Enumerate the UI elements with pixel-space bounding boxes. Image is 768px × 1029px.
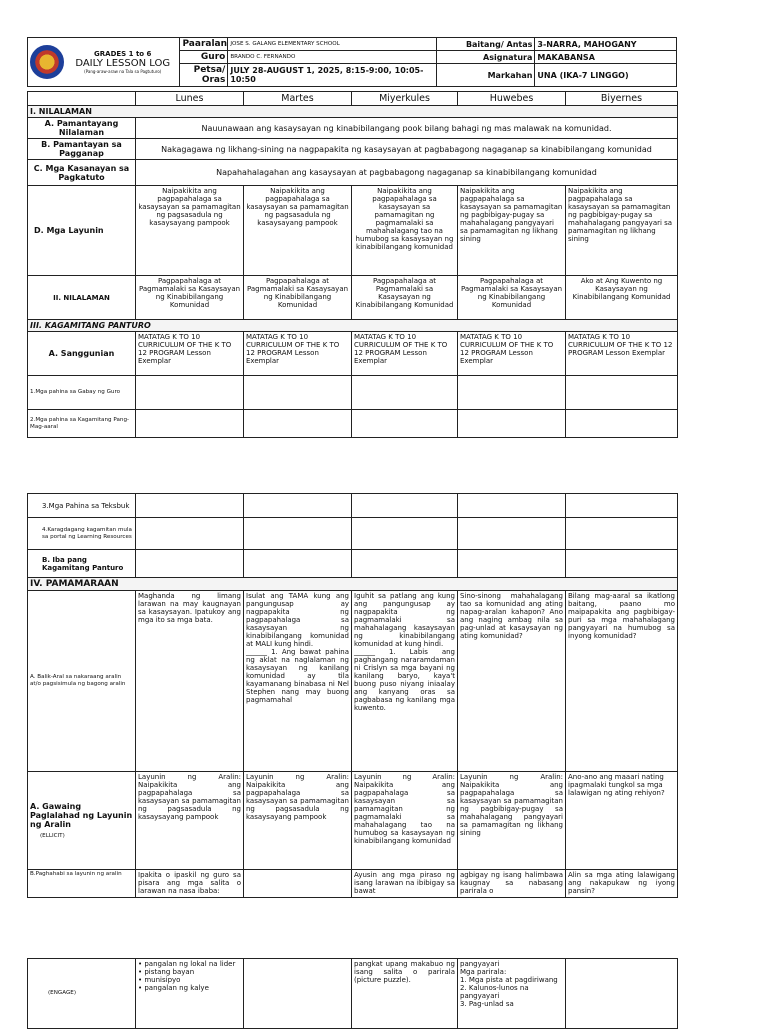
gabay-guro-label: 1.Mga pahina sa Gabay ng Guro — [28, 376, 136, 410]
markahan-value: UNA (IKA-7 LINGGO) — [535, 64, 677, 87]
layunin-cell: Naipakikita ang pagpapahalaga sa kasaysayan sa pamamagitan ng pagsasadula ng kasaysayang pampook — [244, 186, 352, 276]
kagamitang-mag-aaral-label: 2.Mga pahina sa Kagamitang Pang-Mag-aaral — [28, 410, 136, 438]
paaralan-value: JOSE S. GALANG ELEMENTARY SCHOOL — [228, 38, 437, 51]
baitang-label: Baitang/ Antas — [437, 38, 535, 51]
nilalaman-ii-label: II. NILALAMAN — [28, 276, 136, 320]
petsa-label: Petsa/ Oras — [180, 64, 228, 87]
learning-resources-label: 4.Karagdagang kagamitan mula sa portal ng Learning Resources — [28, 518, 136, 550]
lesson-table-part1 — [27, 91, 678, 438]
section-kagamitang-title: III. KAGAMITANG PANTURO — [28, 320, 678, 332]
baitang-value: 3-NARRA, MAHOGANY — [535, 38, 677, 51]
section-nilalaman-title: I. NILALAMAN — [28, 106, 678, 118]
markahan-label: Markahan — [437, 64, 535, 87]
paghahabi-cell: Alin sa mga ating lalawigang ang nakapukaw ng iyong pansin? — [566, 870, 678, 898]
teksbuk-label: 3.Mga Pahina sa Teksbuk — [28, 494, 136, 518]
nilalaman-cell: Pagpapahalaga at Pagmamalaki sa Kasaysayan ng Kinabibilangang Komunidad — [458, 276, 566, 320]
blank-corner — [28, 92, 136, 106]
balik-aral-cell: Sino-sinong mahahalagang tao sa komunidad ang ating napag-aralan kahapon? Ano ang naging ambag nila sa pag-unlad at kasaysayan ng ating komunidad? — [458, 591, 566, 772]
layunin-cell: Naipakikita ang pagpapahalaga sa kasaysayan sa pamamagitan ng pagbibigay-pugay sa mahahalagang pangyayari sa pamamagitan ng likhang sining — [458, 186, 566, 276]
grades-label: GRADES 1 to 6 — [94, 50, 152, 58]
dll-subtitle: (Pang-araw-araw na Tala sa Pagtuturo) — [84, 69, 162, 74]
iba-pang-kagamitan-label: B. Iba pang Kagamitang Panturo — [28, 550, 136, 578]
paghahabi-cell: agbigay ng isang halimbawa kaugnay sa nabasang parirala o — [458, 870, 566, 898]
guro-label: Guro — [180, 51, 228, 64]
paghahabi-label: B.Paghahabi sa layunin ng aralin — [28, 870, 136, 898]
engage-cell — [566, 959, 678, 1029]
paghahabi-cell: Ayusin ang mga piraso ng isang larawan na ibibigay sa bawat — [352, 870, 458, 898]
engage-label: (ENGAGE) — [28, 959, 136, 1029]
day-header-lunes: Lunes — [136, 92, 244, 106]
layunin-aralin-cell: Layunin ng Aralin: Naipakikita ang pagpapahalaga sa kasaysayan sa pamamagitan ng pagbibigay-pugay sa mahahalagang pangyayari sa pamamagitan ng likhang sining — [458, 772, 566, 870]
balik-aral-label: A. Balik-Aral sa nakaraang aralin at/o pagsisimula ng bagong aralin — [28, 591, 136, 772]
sanggunian-label: A. Sanggunian — [28, 332, 136, 376]
sanggunian-cell: MATATAG K TO 10 CURRICULUM OF THE K TO 12 PROGRAM Lesson Exemplar — [566, 332, 678, 376]
day-header-martes: Martes — [244, 92, 352, 106]
sanggunian-cell: MATATAG K TO 10 CURRICULUM OF THE K TO 12 PROGRAM Lesson Exemplar — [352, 332, 458, 376]
header-logo-cell — [28, 38, 180, 87]
lesson-table-part2 — [27, 493, 678, 898]
layunin-cell: Naipakikita ang pagpapahalaga sa kasaysayan sa pamamagitan ng pagbibigay-pugay sa mahahalagang pangyayari sa pamamagitan ng likhang sining — [566, 186, 678, 276]
mga-layunin-label: D. Mga Layunin — [28, 186, 136, 276]
dll-title: DAILY LESSON LOG — [75, 58, 171, 69]
layunin-aralin-cell: Layunin ng Aralin: Naipakikita ang pagpapahalaga sa kasaysayan sa pamamagitan ng pagmamalaki sa mahahalagang tao na humubog sa kasaysayan ng kinabibilangang komunidad — [352, 772, 458, 870]
balik-aral-cell: Bilang mag-aaral sa ikatlong baitang, paano mo maipapakita ang pagbibigay-puri sa mga mahahalagang pangyayari na humubog sa inyong komunidad? — [566, 591, 678, 772]
balik-aral-cell: Maghanda ng limang larawan na may kaugnayan sa kasaysayan. Ipatukoy ang mga ito sa mga bata. — [136, 591, 244, 772]
lesson-table-part3 — [27, 958, 678, 1029]
layunin-aralin-cell: Layunin ng Aralin: Naipakikita ang pagpapahalaga sa kasaysayan sa pamamagitan ng pagsasadula ng kasaysayang pampook — [244, 772, 352, 870]
day-header-miyerkules: Miyerkules — [352, 92, 458, 106]
asignatura-value: MAKABANSA — [535, 51, 677, 64]
sanggunian-cell: MATATAG K TO 10 CURRICULUM OF THE K TO 12 PROGRAM Lesson Exemplar — [458, 332, 566, 376]
nilalaman-cell: Pagpapahalaga at Pagmamalaki sa Kasaysayan ng Kinabibilangang Komunidad — [244, 276, 352, 320]
guro-value: BRANDO C. FERNANDO — [228, 51, 437, 64]
nilalaman-cell: Ako at Ang Kuwento ng Kasaysayan ng Kinabibilangang Komunidad — [566, 276, 678, 320]
pamantayan-pagganap-text: Nakagagawa ng likhang-sining na nagpapakita ng kasaysayan at pagbabagong nagaganap sa kinabibilangang komunidad — [136, 139, 678, 160]
pamantayang-nilalaman-label: A. Pamantayang Nilalaman — [28, 118, 136, 139]
paghahabi-cell — [244, 870, 352, 898]
day-header-biyernes: Biyernes — [566, 92, 678, 106]
engage-cell: pangkat upang makabuo ng isang salita o parirala (picture puzzle). — [352, 959, 458, 1029]
pamantayang-nilalaman-text: Nauunawaan ang kasaysayan ng kinabibilangang pook bilang bahagi ng mas malawak na komunidad. — [136, 118, 678, 139]
engage-cell: pangyayari Mga parirala: 1. Mga pista at pagdiriwang 2. Kalunos-lunos na pangyayari 3. Pag-unlad sa — [458, 959, 566, 1029]
gawaing-paglalahad-label: A. Gawaing Paglalahad ng Layunin ng Aralin — [30, 801, 133, 829]
kasanayan-label: C. Mga Kasanayan sa Pagkatuto — [28, 160, 136, 186]
nilalaman-cell: Pagpapahalaga at Pagmamalaki sa Kasaysayan ng Kinabibilangang Komunidad — [352, 276, 458, 320]
layunin-aralin-cell: Layunin ng Aralin: Naipakikita ang pagpapahalaga sa kasaysayan sa pamamagitan ng pagsasadula ng kasaysayang pampook — [136, 772, 244, 870]
layunin-cell: Naipakikita ang pagpapahalaga sa kasaysayan sa pamamagitan ng pagmamalaki sa mahahalagang tao na humubog sa kasaysayan ng kinabibilangang komunidad — [352, 186, 458, 276]
engage-cell: • pangalan ng lokal na lider • pistang bayan • munisipyo • pangalan ng kalye — [136, 959, 244, 1029]
sanggunian-cell: MATATAG K TO 10 CURRICULUM OF THE K TO 12 PROGRAM Lesson Exemplar — [136, 332, 244, 376]
school-seal-icon — [30, 45, 64, 79]
section-pamamaraan-title: IV. PAMAMARAAN — [28, 578, 678, 591]
engage-cell — [244, 959, 352, 1029]
petsa-value: JULY 28-AUGUST 1, 2025, 8:15-9:00, 10:05-10:50 — [228, 64, 437, 87]
paaralan-label: Paaralan — [180, 38, 228, 51]
kasanayan-text: Napahahalagahan ang kasaysayan at pagbabagong nagaganap sa kinabibilangang komunidad — [136, 160, 678, 186]
layunin-aralin-cell: Ano-ano ang maaari nating ipagmalaki tungkol sa mga lalawigan ng ating rehiyon? — [566, 772, 678, 870]
sanggunian-cell: MATATAG K TO 10 CURRICULUM OF THE K TO 12 PROGRAM Lesson Exemplar — [244, 332, 352, 376]
balik-aral-cell: Isulat ang TAMA kung ang pangungusap ay nagpapakita ng pagpapahalaga sa kasaysayan ng kinabibilangang komunidad at MALI kung hindi. ______ 1. Ang bawat pahina ng aklat na naglalaman ng kasaysayan ng kanilang komunidad ay tila kayamanang binabasa ni Nel Stephen nang may buong pagmamahal — [244, 591, 352, 772]
balik-aral-cell: Iguhit sa patlang ang kung ang pangungusap ay nagpapakita ng pagmamalaki sa mahahalagang kasaysayan ng kinabibilangang komunidad at kung hindi. ______ 1. Labis ang paghangang nararamdaman ni Crislyn sa mga bayani ng kanilang baryo, kaya't buong puso niyang iniaalay ang kanyang oras sa pagbabasa ng kanilang mga kuwento. — [352, 591, 458, 772]
ellicit-label: (ELLICIT) — [40, 832, 65, 839]
header-table — [27, 37, 677, 87]
asignatura-label: Asignatura — [437, 51, 535, 64]
day-header-huwebes: Huwebes — [458, 92, 566, 106]
nilalaman-cell: Pagpapahalaga at Pagmamalaki sa Kasaysayan ng Kinabibilangang Komunidad — [136, 276, 244, 320]
layunin-cell: Naipakikita ang pagpapahalaga sa kasaysayan sa pamamagitan ng pagsasadula ng kasaysayang pampook — [136, 186, 244, 276]
gawaing-paglalahad-cell — [28, 772, 136, 870]
paghahabi-cell: Ipakita o ipaskil ng guro sa pisara ang mga salita o larawan na nasa ibaba: — [136, 870, 244, 898]
pamantayan-pagganap-label: B. Pamantayan sa Pagganap — [28, 139, 136, 160]
